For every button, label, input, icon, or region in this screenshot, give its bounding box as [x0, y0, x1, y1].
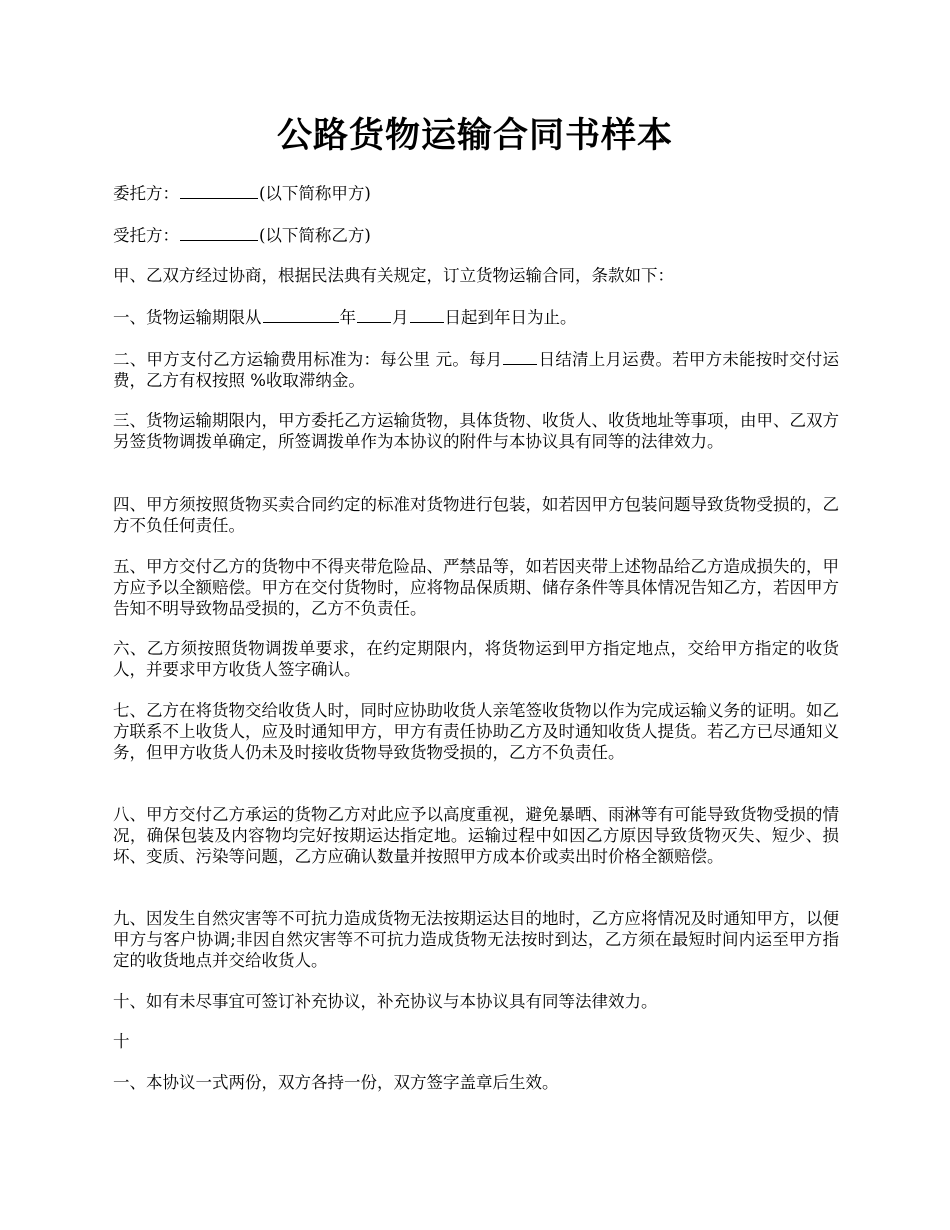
- document-title: 公路货物运输合同书样本: [276, 115, 673, 156]
- clause-1: [113, 306, 839, 328]
- clause-1-text-c: 月: [392, 308, 409, 327]
- start-year-blank: [263, 306, 339, 323]
- clause-3: 三、货物运输期限内，甲方委托乙方运输货物，具体货物、收货人、收货地址等事项，由甲、乙双方另签货物调拨单确定，所签调拨单作为本协议的附件与本协议具有同等的法律效力。: [113, 411, 839, 451]
- clause-10: 十、如有未尽事宜可签订补充协议，补充协议与本协议具有同等法律效力。: [113, 992, 658, 1011]
- start-month-blank: [357, 306, 391, 323]
- clause-5: 五、甲方交付乙方的货物中不得夹带危险品、严禁品等，如若因夹带上述物品给乙方造成损失的，甲方应予以全额赔偿。甲方在交付货物时，应将物品保质期、储存条件等具体情况告知乙方，若因甲方告知不明导致物品受损的，乙方不负责任。: [113, 557, 839, 618]
- clause-7: 七、乙方在将货物交给收货人时，同时应协助收货人亲笔签收货物以作为完成运输义务的证明。如乙方联系不上收货人，应及时通知甲方，甲方有责任协助乙方及时通知收货人提货。若乙方已尽通知义务，但甲方收货人仍未及时接收货物导致货物受损的，乙方不负责任。: [113, 701, 839, 762]
- contractor-name-blank: [180, 224, 258, 241]
- clause-11: 一、本协议一式两份，双方各持一份，双方签字盖章后生效。: [113, 1073, 559, 1092]
- clause-1-text-d: 日起到年日为止。: [444, 308, 577, 327]
- clause-1-text-a: 一、货物运输期限从: [113, 308, 262, 327]
- client-line: [113, 182, 839, 204]
- client-suffix: (以下简称甲方): [259, 184, 371, 203]
- settlement-day-blank: [503, 348, 537, 365]
- intro-paragraph: 甲、乙双方经过协商，根据民法典有关规定，订立货物运输合同，条款如下：: [113, 266, 674, 285]
- clause-6: 六、乙方须按照货物调拨单要求，在约定期限内，将货物运到甲方指定地点，交给甲方指定的收货人，并要求甲方收货人签字确认。: [113, 639, 839, 679]
- clause-2-text-a: 二、甲方支付乙方运输费用标准为：每公里 元。每月: [113, 350, 503, 369]
- clause-8: 八、甲方交付乙方承运的货物乙方对此应予以高度重视，避免暴晒、雨淋等有可能导致货物受损的情况，确保包装及内容物均完好按期运达指定地。运输过程中如因乙方原因导致货物灭失、短少、损坏、变质、污染等问题，乙方应确认数量并按照甲方成本价或卖出时价格全额赔偿。: [113, 805, 839, 866]
- contractor-label: 受托方：: [113, 226, 179, 245]
- contractor-line: [113, 224, 839, 246]
- clause-4: 四、甲方须按照货物买卖合同约定的标准对货物进行包装，如若因甲方包装问题导致货物受损的，乙方不负任何责任。: [113, 495, 839, 535]
- contractor-suffix: (以下简称乙方): [259, 226, 371, 245]
- clause-2-text-b: 日结清上月运费。若甲方未能按时交付运费，乙方有权按照 %收取滞纳金。: [113, 350, 840, 390]
- clause-2: [113, 348, 839, 391]
- clause-11-number: 十: [113, 1032, 130, 1051]
- clause-1-text-b: 年: [339, 308, 356, 327]
- start-day-blank: [410, 306, 444, 323]
- client-name-blank: [180, 182, 258, 199]
- client-label: 委托方：: [113, 184, 179, 203]
- clause-9: 九、因发生自然灾害等不可抗力造成货物无法按期运达目的地时，乙方应将情况及时通知甲方，以便甲方与客户协调;非因自然灾害等不可抗力造成货物无法按时到达，乙方须在最短时间内运至甲方指定的收货地点并交给收货人。: [113, 909, 839, 970]
